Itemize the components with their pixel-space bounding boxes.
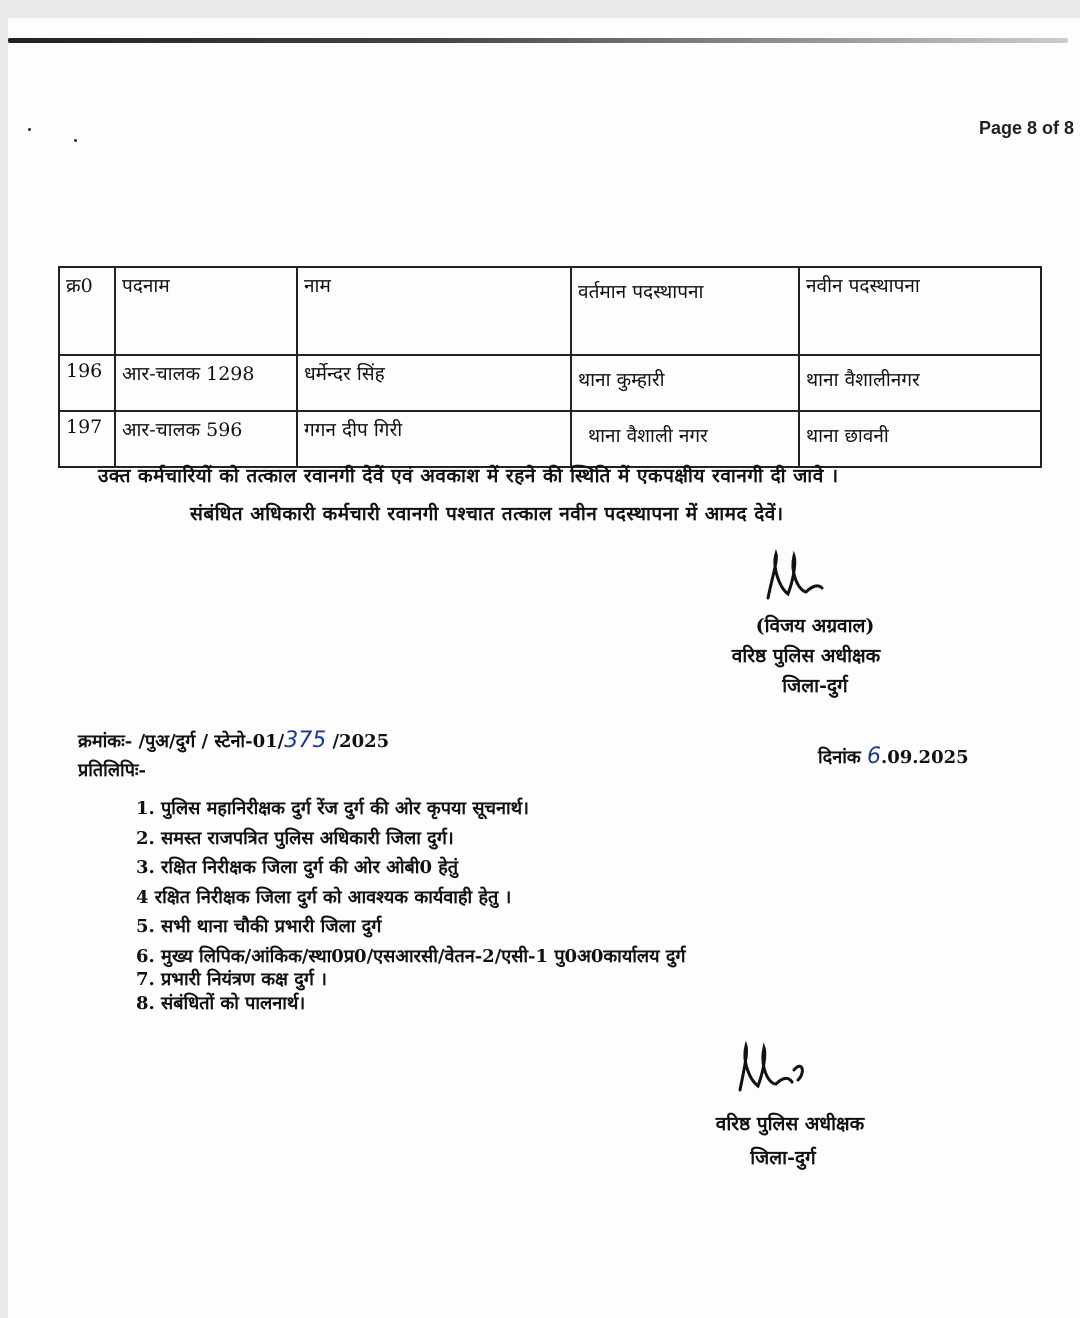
header-current-posting: वर्तमान पदस्थापना xyxy=(571,267,799,355)
list-item: 4 रक्षित निरीक्षक जिला दुर्ग को आवश्यक कार्यवाही हेतु । xyxy=(136,886,512,908)
table-header-row xyxy=(59,267,1041,355)
cell-current-posting: थाना कुम्हारी xyxy=(571,355,799,411)
list-item: 1. पुलिस महानिरीक्षक दुर्ग रेंज दुर्ग की ओर कृपया सूचनार्थ। xyxy=(136,798,529,819)
header-post: पदनाम xyxy=(115,267,297,355)
list-item: 7. प्रभारी नियंत्रण कक्ष दुर्ग । xyxy=(136,969,327,990)
instruction-line-2: संबंधित अधिकारी कर्मचारी रवानगी पश्चात तत्काल नवीन पदस्थापना में आमद देवें। xyxy=(190,503,784,525)
document-page xyxy=(8,18,1080,1318)
signatory-2-designation: वरिष्ठ पुलिस अधीक्षक xyxy=(715,1113,865,1135)
signatory-2 xyxy=(690,1110,890,1170)
list-item: 5. सभी थाना चौकी प्रभारी जिला दुर्ग xyxy=(136,916,382,937)
cell-post: आर-चालक 596 xyxy=(115,411,297,467)
signatory-1 xyxy=(720,612,910,698)
signatory-1-district: जिला-दुर्ग xyxy=(782,675,848,697)
cell-sno: 196 xyxy=(59,355,115,411)
list-item: 3. रक्षित निरीक्षक जिला दुर्ग की ओर ओबी0 हेतुं xyxy=(136,857,459,878)
list-item: 6. मुख्य लिपिक/आंकिक/स्था0प्र0/एसआरसी/वेतन-2/एसी-1 पु0अ0कार्यालय दुर्ग xyxy=(136,945,686,967)
cell-sno: 197 xyxy=(59,411,115,467)
page-number: Page 8 of 8 xyxy=(978,118,1074,138)
copy-list xyxy=(136,796,686,1020)
instruction-line-1: उक्त कर्मचारियों को तत्काल रवानगी देवें एवं अवकाश में रहने की स्थिति में एकपक्षीय रवानगी दी जावे । xyxy=(98,465,839,487)
reference-suffix: /2025 xyxy=(326,731,390,752)
signatory-2-district: जिला-दुर्ग xyxy=(750,1147,816,1169)
reference-handwritten-number: 375 xyxy=(284,728,327,753)
reference-number xyxy=(78,728,389,753)
signatory-1-name: (विजय अग्रवाल) xyxy=(755,615,875,637)
table-row xyxy=(59,411,1041,467)
scan-speck xyxy=(28,128,31,131)
handwritten-signature-2 xyxy=(732,1040,812,1104)
cell-name: धर्मेन्दर सिंह xyxy=(297,355,571,411)
header-sno: क्र0 xyxy=(59,267,115,355)
list-item: 8. संबंधितों को पालनार्थ। xyxy=(136,992,306,1014)
list-item: 2. समस्त राजपत्रित पुलिस अधिकारी जिला दुर्ग। xyxy=(136,827,454,849)
copy-to-label: प्रतिलिपिः- xyxy=(78,760,147,781)
table-row xyxy=(59,355,1041,411)
issue-date xyxy=(818,744,969,769)
date-label: दिनांक xyxy=(818,747,867,768)
transfer-table xyxy=(58,266,1042,468)
cell-new-posting: थाना वैशालीनगर xyxy=(799,355,1041,411)
cell-new-posting: थाना छावनी xyxy=(799,411,1041,467)
cell-name: गगन दीप गिरी xyxy=(297,411,571,467)
header-new-posting: नवीन पदस्थापना xyxy=(799,267,1041,355)
date-handwritten-day: 6 xyxy=(866,744,881,769)
handwritten-signature-1 xyxy=(760,548,830,608)
signatory-1-designation: वरिष्ठ पुलिस अधीक्षक xyxy=(731,645,881,667)
scan-speck xyxy=(74,139,77,142)
header-name: नाम xyxy=(297,267,571,355)
date-rest: .09.2025 xyxy=(880,747,969,768)
cell-current-posting: थाना वैशाली नगर xyxy=(571,411,799,467)
scan-edge-line xyxy=(8,38,1068,43)
reference-prefix: क्रमांकः- /पुअ/दुर्ग / स्टेनो-01/ xyxy=(78,731,285,752)
cell-post: आर-चालक 1298 xyxy=(115,355,297,411)
